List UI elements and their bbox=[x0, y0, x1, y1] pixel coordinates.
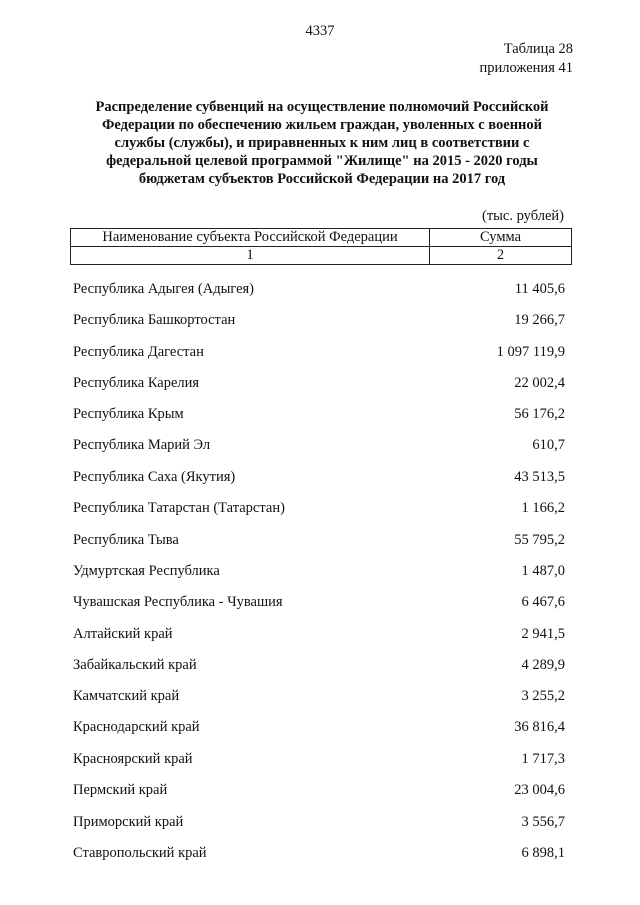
region-amount: 3 255,2 bbox=[521, 688, 565, 704]
region-name: Республика Тыва bbox=[73, 532, 179, 548]
region-amount: 23 004,6 bbox=[514, 782, 565, 798]
column-number-1: 1 bbox=[71, 247, 430, 265]
table-row bbox=[73, 373, 565, 393]
region-name: Республика Татарстан (Татарстан) bbox=[73, 500, 285, 516]
table-reference-line: Таблица 28 bbox=[503, 41, 573, 57]
title-line: Распределение субвенций на осуществление полномочий Российской bbox=[95, 99, 549, 115]
table-row bbox=[73, 498, 565, 518]
column-number-2: 2 bbox=[430, 247, 572, 265]
region-name: Республика Адыгея (Адыгея) bbox=[73, 281, 255, 297]
table-row bbox=[73, 435, 565, 455]
table-row bbox=[73, 404, 565, 424]
region-amount: 1 717,3 bbox=[521, 751, 565, 767]
table-row bbox=[73, 592, 565, 612]
region-name: Пермский край bbox=[73, 782, 168, 798]
table-row bbox=[73, 812, 565, 832]
header-name-column: Наименование субъекта Российской Федерации bbox=[71, 229, 430, 247]
table-row bbox=[73, 655, 565, 675]
appendix-reference-line: приложения 41 bbox=[479, 60, 573, 76]
region-amount: 6 467,6 bbox=[521, 594, 565, 610]
table-row bbox=[73, 686, 565, 706]
region-name: Красноярский край bbox=[73, 751, 193, 767]
region-name: Республика Карелия bbox=[73, 375, 200, 391]
region-name: Республика Крым bbox=[73, 406, 184, 422]
region-amount: 22 002,4 bbox=[514, 375, 565, 391]
table-row bbox=[73, 843, 565, 863]
region-name: Чувашская Республика - Чувашия bbox=[73, 594, 283, 610]
table-row bbox=[73, 530, 565, 550]
document-title bbox=[70, 98, 574, 188]
region-amount: 43 513,5 bbox=[514, 469, 565, 485]
title-line: бюджетам субъектов Российской Федерации на 2017 год bbox=[138, 171, 506, 187]
table-row bbox=[73, 717, 565, 737]
region-name: Удмуртская Республика bbox=[73, 563, 220, 579]
header-row bbox=[71, 229, 572, 247]
region-name: Алтайский край bbox=[73, 626, 173, 642]
region-amount: 610,7 bbox=[532, 437, 565, 453]
table-row bbox=[73, 342, 565, 362]
region-name: Республика Дагестан bbox=[73, 344, 204, 360]
header-amount-column: Сумма bbox=[430, 229, 572, 247]
region-name: Приморский край bbox=[73, 814, 184, 830]
region-amount: 1 097 119,9 bbox=[496, 344, 565, 360]
title-line: федеральной целевой программой "Жилище" на 2015 - 2020 годы bbox=[106, 153, 538, 169]
region-amount: 6 898,1 bbox=[521, 845, 565, 861]
region-amount: 3 556,7 bbox=[521, 814, 565, 830]
table-row bbox=[73, 749, 565, 769]
table-row bbox=[73, 561, 565, 581]
region-name: Республика Саха (Якутия) bbox=[73, 469, 236, 485]
region-amount: 55 795,2 bbox=[514, 532, 565, 548]
table-row bbox=[73, 780, 565, 800]
region-name: Камчатский край bbox=[73, 688, 180, 704]
region-amount: 1 166,2 bbox=[521, 500, 565, 516]
table-row bbox=[73, 310, 565, 330]
region-amount: 1 487,0 bbox=[521, 563, 565, 579]
region-amount: 36 816,4 bbox=[514, 719, 565, 735]
units-label: (тыс. рублей) bbox=[482, 208, 564, 224]
page-number: 4337 bbox=[305, 23, 335, 39]
title-line: службы (службы), и приравненных к ним лиц в соответствии с bbox=[114, 135, 530, 151]
column-number-row bbox=[71, 247, 572, 265]
region-amount: 2 941,5 bbox=[521, 626, 565, 642]
table-row bbox=[73, 624, 565, 644]
region-name: Забайкальский край bbox=[73, 657, 197, 673]
region-name: Краснодарский край bbox=[73, 719, 200, 735]
region-amount: 56 176,2 bbox=[514, 406, 565, 422]
table-header bbox=[70, 228, 572, 265]
region-name: Ставропольский край bbox=[73, 845, 207, 861]
region-amount: 4 289,9 bbox=[521, 657, 565, 673]
region-amount: 19 266,7 bbox=[514, 312, 565, 328]
table-row bbox=[73, 279, 565, 299]
region-amount: 11 405,6 bbox=[514, 281, 565, 297]
region-name: Республика Башкортостан bbox=[73, 312, 236, 328]
table-reference bbox=[480, 40, 573, 78]
table-row bbox=[73, 467, 565, 487]
title-line: Федерации по обеспечению жильем граждан, уволенных с военной bbox=[101, 117, 543, 133]
region-name: Республика Марий Эл bbox=[73, 437, 211, 453]
